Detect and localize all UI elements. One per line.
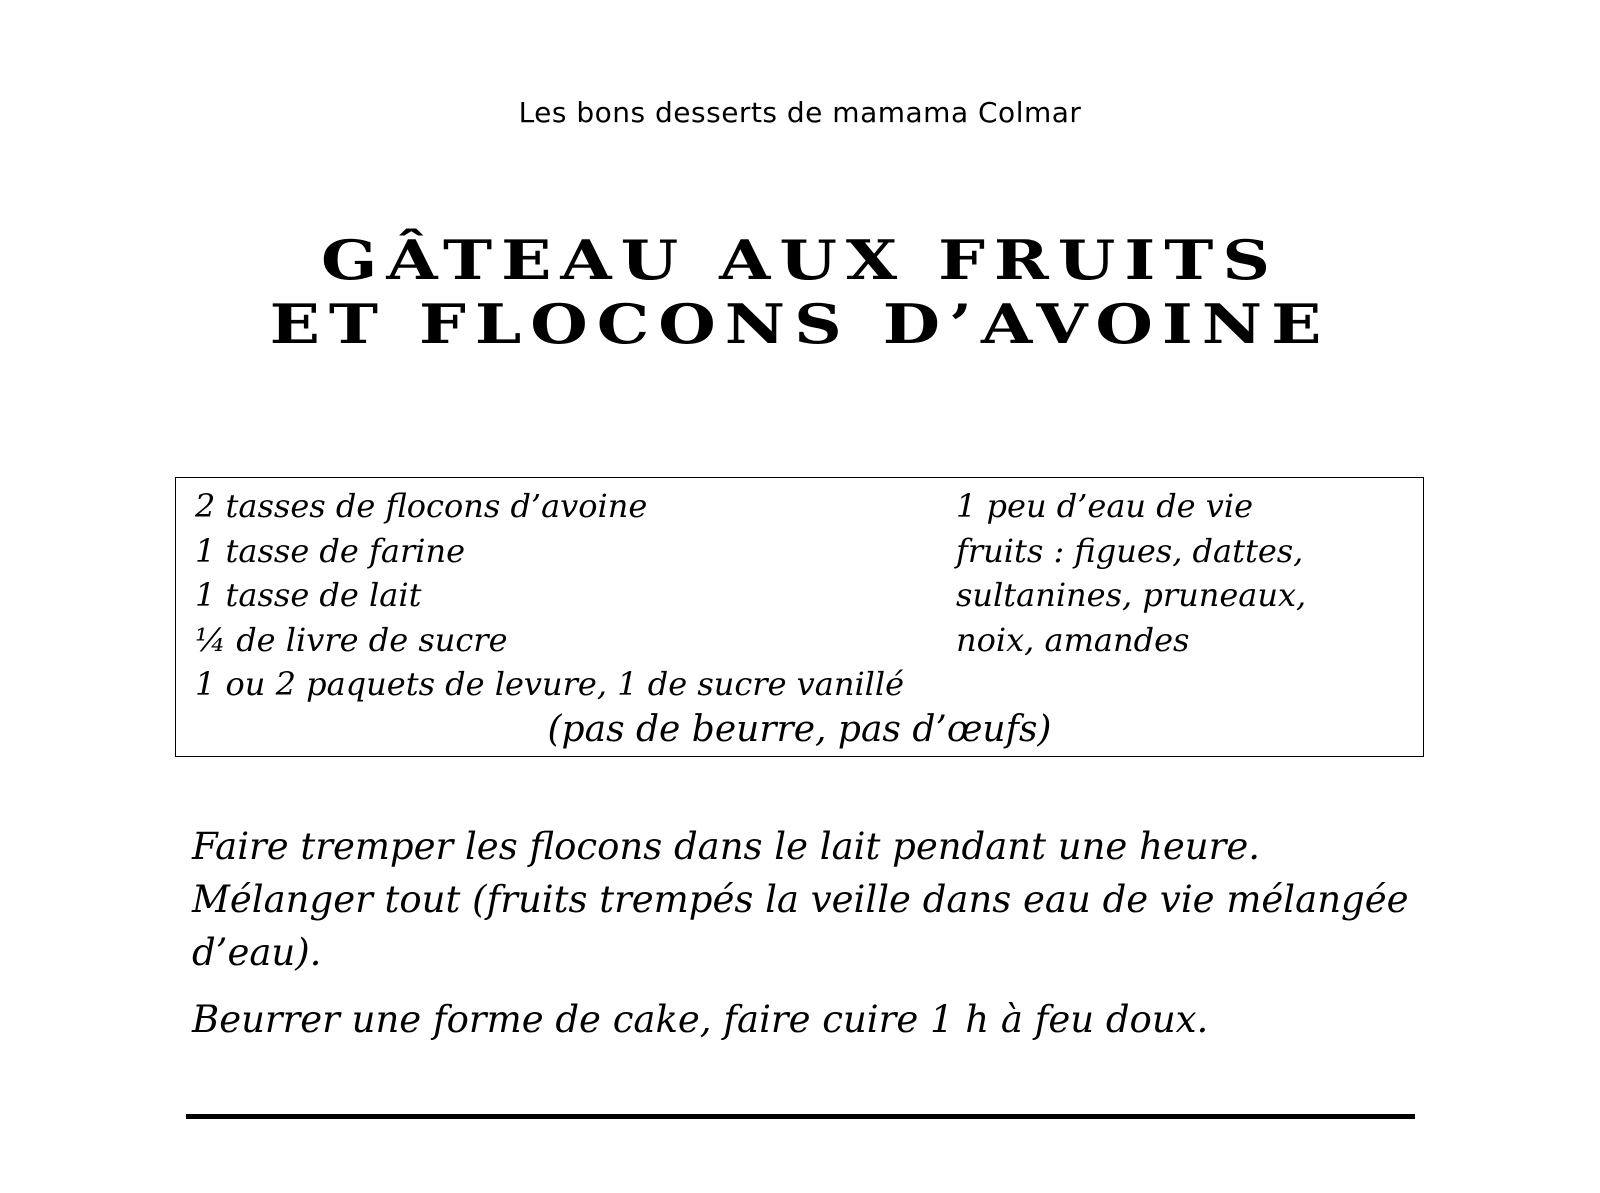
- instruction-paragraph-2: Beurrer une forme de cake, faire cuire 1 h à feu doux.: [192, 998, 1209, 1041]
- ingredient-item: noix, amandes: [956, 620, 1190, 659]
- ingredients-right-column: [956, 484, 1306, 662]
- ingredients-box: [175, 477, 1424, 757]
- recipe-title: [0, 228, 1600, 356]
- instruction-paragraph-1: Faire tremper les flocons dans le lait pendant une heure. Mélanger tout (fruits trempés la veille dans eau de vie mélangée d’eau).: [192, 825, 1409, 974]
- page-header: Les bons desserts de mamama Colmar: [518, 96, 1082, 129]
- ingredient-item: 2 tasses de flocons d’avoine: [195, 487, 648, 525]
- ingredient-item: 1 tasse de farine: [195, 531, 466, 570]
- ingredient-item: sultanines, pruneaux,: [956, 576, 1307, 614]
- ingredient-item: 1 peu d’eau de vie: [956, 487, 1254, 525]
- recipe-title-line-1: GÂTEAU AUX FRUITS: [321, 228, 1279, 292]
- ingredient-item-leavening: 1 ou 2 paquets de levure, 1 de sucre vanillé: [195, 665, 905, 703]
- instructions: [192, 820, 1432, 1060]
- ingredient-item: ¼ de livre de sucre: [195, 620, 508, 659]
- ingredients-note: (pas de beurre, pas d’œufs): [547, 709, 1052, 750]
- ingredient-item: 1 tasse de lait: [195, 576, 422, 614]
- ingredient-item: fruits : figues, dattes,: [956, 531, 1304, 570]
- bottom-divider: [186, 1114, 1415, 1119]
- ingredients-left-column: [195, 484, 647, 662]
- recipe-title-line-2: ET FLOCONS D’AVOINE: [269, 291, 1331, 356]
